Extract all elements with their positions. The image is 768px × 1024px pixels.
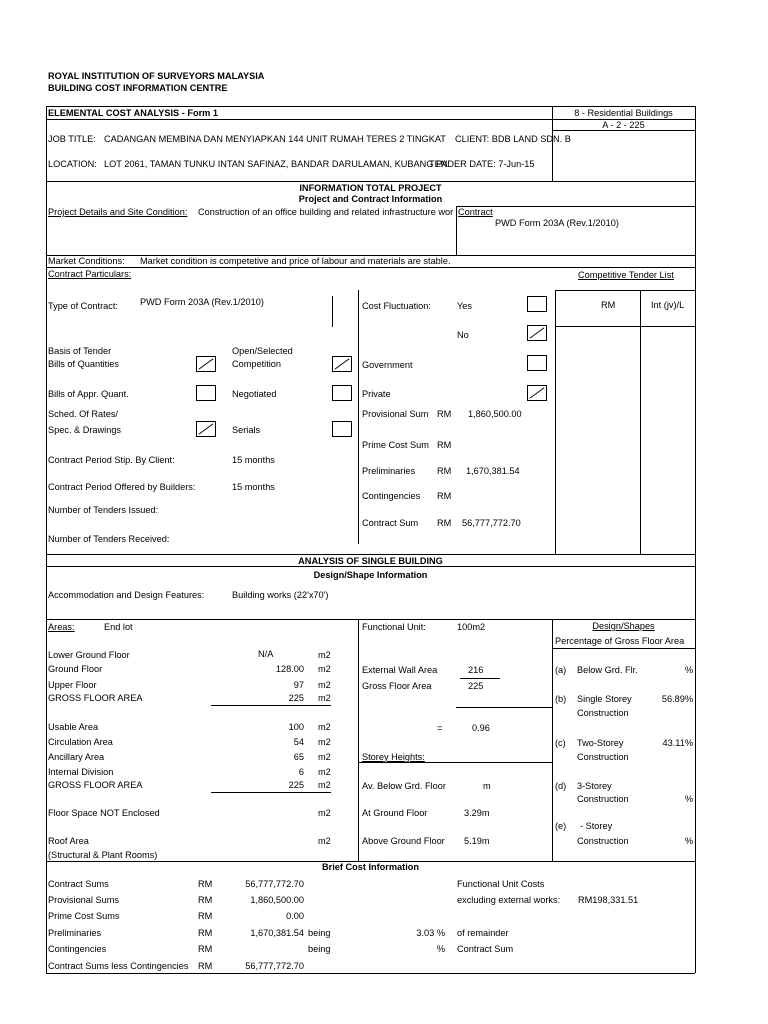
not-enclosed-label: Floor Space NOT Enclosed [48,808,160,818]
rule [640,290,641,554]
design-d-pct: % [684,794,693,804]
accommodation-label: Accommodation and Design Features: [48,590,205,600]
unit: m2 [318,808,331,818]
contingency-percentage: % [436,944,445,954]
contract-sum-value: 56,777,772.70 [462,518,521,528]
sched-checkbox[interactable] [196,421,216,437]
rule [555,326,695,327]
design-shapes-heading: Design/Shapes [592,621,655,631]
gross-floor-area-value: 225 [468,681,484,691]
end-lot: End lot [104,622,133,632]
design-b-label: Single Storey [577,694,632,704]
negotiated-label: Negotiated [232,389,277,399]
competition-label: Competition [232,359,282,369]
rule [555,290,695,291]
internal-division-value: 6 [298,767,304,777]
rule [211,792,331,793]
prelim-label: Preliminaries [362,466,416,476]
rule [552,619,553,861]
rule [555,290,556,554]
brief-label: Prime Cost Sums [48,911,120,921]
reference-code: A - 2 - 225 [602,120,645,130]
functional-unit-label: Functional Unit: [362,622,426,632]
accommodation-value: Building works (22'x70') [232,590,329,600]
unit: m2 [318,650,331,660]
rule [456,206,457,255]
storey-heights-label: Storey Heights: [362,752,425,762]
unit: m2 [318,780,331,790]
design-c-pct: 43.11% [662,738,693,748]
brief-cost-heading: Brief Cost Information [322,862,419,872]
brief-rm: RM [198,911,213,921]
functional-unit-value: 100m2 [457,622,486,632]
sched-label: Sched. Of Rates/ [48,409,118,419]
usable-label: Usable Area [48,722,99,732]
fluctuation-label: Cost Fluctuation: [362,301,431,311]
job-title: CADANGAN MEMBINA DAN MENYIAPKAN 144 UNIT RUMAH TERES 2 TINGKAT [104,134,446,144]
brief-value: 1,670,381.54 [250,928,304,938]
brief-label: Contingencies [48,944,107,954]
design-c-label2: Construction [577,752,629,762]
location-label: LOCATION: [48,159,97,169]
open-label: Open/Selected [232,346,293,356]
gfa2-value: 225 [288,780,304,790]
job-title-label: JOB TITLE: [48,134,96,144]
bills-appr-checkbox[interactable] [196,385,216,401]
category: 8 - Residential Buildings [574,108,673,118]
fluctuation-no: No [457,330,469,340]
lower-ground-value: N/A [258,649,274,659]
rule [46,619,695,620]
gfa-value: 225 [288,693,304,703]
government-checkbox[interactable] [527,355,547,371]
bills-appr-label: Bills of Appr. Quant. [48,389,129,399]
unit: m2 [318,767,331,777]
rule [46,267,695,268]
design-d-label: 3-Storey [577,781,612,791]
design-e-pct: % [684,836,693,846]
tenders-issued-label: Number of Tenders Issued: [48,505,159,515]
contract-sum-label: Contract Sum [362,518,419,528]
areas-label: Areas: [48,622,75,632]
bq-label: Bills of Quantities [48,359,119,369]
design-c-label: Two-Storey [577,738,624,748]
unit: m2 [318,664,331,674]
above-ground-label: Above Ground Floor [362,836,445,846]
ext-wall-value: 216 [468,665,484,675]
design-shape-heading: Design/Shape Information [313,570,428,580]
centre-name: BUILDING COST INFORMATION CENTRE [48,83,228,93]
design-b-pct: 56.89% [661,694,693,704]
form-title: ELEMENTAL COST ANALYSIS - Form 1 [48,108,218,118]
type-label: Type of Contract: [48,301,118,311]
design-c: (c) [555,738,566,748]
serials-checkbox[interactable] [332,421,352,437]
design-e-label: - Storey [580,821,613,831]
market-conditions: Market condition is competetive and price of labour and materials are stable. [140,256,451,266]
serials-label: Serials [232,425,261,435]
location: LOT 2061, TAMAN TUNKU INTAN SAFINAZ, BANDAR DARULAMAN, KUBANG PA [104,159,448,169]
brief-rm: RM [198,879,213,889]
prov-sum-rm: RM [437,409,452,419]
rule [456,707,552,708]
rule [358,619,359,861]
brief-label: Contract Sums less Contingencies [48,961,189,971]
usable-value: 100 [288,722,304,732]
upper-floor-value: 97 [293,680,304,690]
brief-label: Provisional Sums [48,895,119,905]
contract-label: Contract [458,207,493,217]
design-d: (d) [555,781,567,791]
rm-column: RM [601,300,616,310]
being-text: being [308,944,331,954]
private-label: Private [362,389,391,399]
below-floor-label: Av. Below Grd. Floor [362,781,446,791]
design-b-label2: Construction [577,708,629,718]
roof-area-note: (Structural & Plant Rooms) [48,850,158,860]
design-a-pct: % [684,665,693,675]
unit: m2 [318,836,331,846]
basis-label: Basis of Tender [48,346,112,356]
at-ground-value: 3.29m [464,808,490,818]
prelim-percentage: 3.03 % [416,928,445,938]
bq-checkbox[interactable] [196,356,216,372]
contract-sum-text: Contract Sum [457,944,514,954]
rule [46,106,695,107]
ancillary-value: 65 [293,752,304,762]
rule [211,705,331,706]
yes-checkbox[interactable] [527,296,547,312]
contingencies-label: Contingencies [362,491,421,501]
competition-checkbox[interactable] [332,356,352,372]
info-subheading: Project and Contract Information [298,194,443,204]
brief-value: 56,777,772.70 [245,879,304,889]
period-client-label: Contract Period Stip. By Client: [48,455,175,465]
unit: m2 [318,722,331,732]
circulation-value: 54 [293,737,304,747]
roof-area-label: Roof Area [48,836,89,846]
internal-division-label: Internal Division [48,767,114,777]
design-e-label2: Construction [577,836,629,846]
int-column: Int (jv)/L [651,300,685,310]
private-checkbox[interactable] [527,385,547,401]
info-heading: INFORMATION TOTAL PROJECT [299,183,442,193]
rule [46,973,695,974]
brief-value: 56,777,772.70 [245,961,304,971]
gross-floor-area-label: Gross Floor Area [362,681,432,691]
prime-cost-rm: RM [437,440,452,450]
unit: m2 [318,680,331,690]
rule [695,106,696,973]
above-ground-value: 5.19m [464,836,490,846]
excluding-external-label: excluding external works: [457,895,561,905]
circulation-label: Circulation Area [48,737,113,747]
prov-sum-value: 1,860,500.00 [468,409,522,419]
lower-ground-label: Lower Ground Floor [48,650,130,660]
brief-value: 0.00 [286,911,304,921]
type-value: PWD Form 203A (Rev.1/2010) [140,297,264,307]
design-a: (a) [555,665,567,675]
rule [358,290,359,544]
fluctuation-yes: Yes [457,301,472,311]
rule [332,296,333,327]
no-checkbox[interactable] [527,325,547,341]
design-shapes-sub: Percentage of Gross Floor Area [555,636,685,646]
brief-label: Preliminaries [48,928,102,938]
rule [552,648,695,649]
ancillary-label: Ancillary Area [48,752,105,762]
design-e: (e) [555,821,567,831]
being-text: being [308,928,331,938]
design-d-label2: Construction [577,794,629,804]
wall-floor-ratio: 0.96 [472,723,490,733]
period-builder-value: 15 months [232,482,275,492]
gfa2-label: GROSS FLOOR AREA [48,780,143,790]
period-builder-label: Contract Period Offered by Builders: [48,482,196,492]
prime-cost-label: Prime Cost Sum [362,440,429,450]
contract-form: PWD Form 203A (Rev.1/2010) [495,218,619,228]
design-a-label: Below Grd. Flr. [577,665,638,675]
upper-floor-label: Upper Floor [48,680,97,690]
unit: m2 [318,693,331,703]
ext-wall-label: External Wall Area [362,665,438,675]
brief-label: Contract Sums [48,879,109,889]
design-b: (b) [555,694,567,704]
brief-rm: RM [198,944,213,954]
client: CLIENT: BDB LAND SDN. B [455,134,571,144]
brief-rm: RM [198,961,213,971]
of-remainder: of remainder [457,928,509,938]
org-name: ROYAL INSTITUTION OF SURVEYORS MALAYSIA [48,71,265,81]
rule [46,554,695,555]
tender-list-heading: Competitive Tender List [578,270,674,280]
contract-sum-rm: RM [437,518,452,528]
functional-unit-cost-value: RM198,331.51 [578,895,639,905]
ground-floor-value: 128.00 [275,664,304,674]
functional-unit-costs-label: Functional Unit Costs [457,879,545,889]
below-floor-unit: m [483,781,491,791]
prelim-value: 1,670,381.54 [466,466,520,476]
government-label: Government [362,360,413,370]
at-ground-label: At Ground Floor [362,808,428,818]
negotiated-checkbox[interactable] [332,385,352,401]
spec-label: Spec. & Drawings [48,425,122,435]
project-details: Construction of an office building and related infrastructure wor [198,207,454,217]
equals-sign: = [437,723,443,733]
period-client-value: 15 months [232,455,275,465]
rule [46,181,695,182]
market-label: Market Conditions: [48,256,125,266]
contingencies-rm: RM [437,491,452,501]
brief-value: 1,860,500.00 [250,895,304,905]
prov-sum-label: Provisional Sum [362,409,429,419]
brief-rm: RM [198,928,213,938]
tender-date: TENDER DATE: 7-Jun-15 [429,159,535,169]
rule [46,106,47,973]
analysis-heading: ANALYSIS OF SINGLE BUILDING [298,556,443,566]
particulars-label: Contract Particulars: [48,269,132,279]
unit: m2 [318,737,331,747]
unit: m2 [318,752,331,762]
gfa-label: GROSS FLOOR AREA [48,693,143,703]
rule [460,678,500,679]
prelim-rm: RM [437,466,452,476]
project-label: Project Details and Site Condition: [48,207,188,217]
ground-floor-label: Ground Floor [48,664,103,674]
brief-rm: RM [198,895,213,905]
tenders-received-label: Number of Tenders Received: [48,534,170,544]
